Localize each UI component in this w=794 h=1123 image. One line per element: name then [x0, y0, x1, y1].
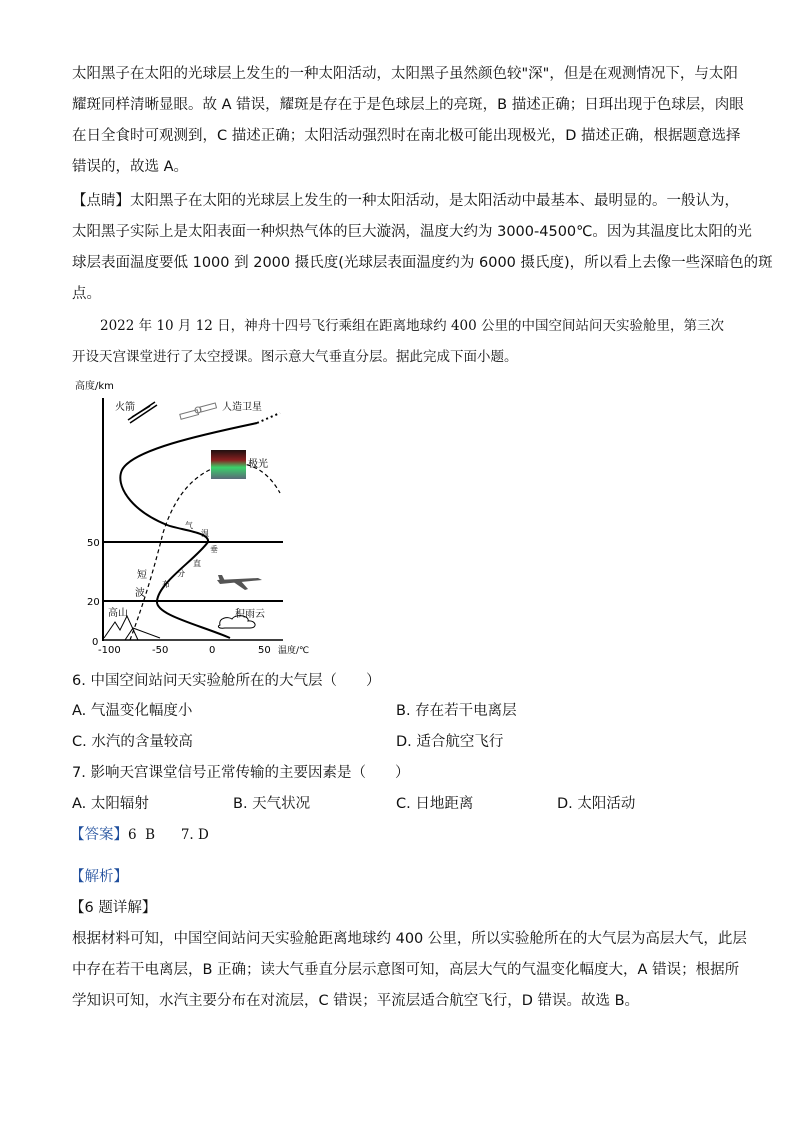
- analysis-tag: 【解析】: [70, 869, 128, 885]
- y-axis-label: 高度/km: [75, 381, 114, 392]
- temp-curve-label: 温: [201, 529, 209, 538]
- aurora-label: 极光: [248, 459, 268, 470]
- answer-tag: 【答案】: [70, 827, 128, 843]
- dianjing-line: 点。: [72, 286, 101, 302]
- detail-line: 中存在若干电离层，B 正确；读大气垂直分层示意图可知，高层大气的气温变化幅度大，A 错误；根据所: [72, 962, 740, 978]
- airplane-icon: [217, 575, 262, 590]
- material-line: 开设天宫课堂进行了太空授课。图示意大气垂直分层。据此完成下面小题。: [72, 349, 518, 365]
- q7-option-c: C. 日地距离: [396, 796, 474, 812]
- explanation-line: 太阳黑子在太阳的光球层上发生的一种太阳活动，太阳黑子虽然颜色较"深"，但是在观测情况下，与太阳: [72, 66, 738, 82]
- temp-curve-label: 垂: [210, 545, 218, 554]
- atmosphere-layer-diagram: [60, 370, 310, 660]
- material-line: 2022 年 10 月 12 日，神舟十四号飞行乘组在距离地球约 400 公里的中国空间站问天实验舱里，第三次: [100, 318, 725, 334]
- x-tick: -50: [152, 645, 169, 656]
- y-tick: 50: [87, 538, 100, 549]
- x-tick: 0: [209, 645, 216, 656]
- explanation-line: 错误的，故选 A。: [72, 159, 189, 175]
- q7-option-d: D. 太阳活动: [557, 796, 636, 812]
- detail-line: 学知识可知，水汽主要分布在对流层，C 错误；平流层适合航空飞行，D 错误。故选 B。: [72, 993, 640, 1009]
- x-tick: -100: [98, 645, 121, 656]
- dianjing-line: 太阳黑子实际上是太阳表面一种炽热气体的巨大漩涡，温度大约为 3000-4500℃。因为其温度比太阳的光: [72, 224, 752, 240]
- q7-option-a: A. 太阳辐射: [72, 796, 149, 812]
- q6-option-c: C. 水汽的含量较高: [72, 734, 193, 750]
- y-tick: 20: [87, 597, 100, 608]
- temp-curve-label: 分: [177, 569, 185, 578]
- x-axis-label: 温度/℃: [278, 646, 310, 656]
- explanation-line: 耀斑同样清晰显眼。故 A 错误，耀斑是存在于是色球层上的亮斑，B 描述正确；日珥出现于色球层，肉眼: [72, 97, 744, 113]
- mountain-label: 高山: [108, 608, 128, 619]
- explanation-line: 在日全食时可观测到，C 描述正确；太阳活动强烈时在南北极可能出现极光，D 描述正确，根据题意选择: [72, 128, 741, 144]
- answer-line: [70, 825, 209, 845]
- y-tick: 0: [92, 637, 99, 648]
- temp-curve-label: 布: [162, 580, 170, 589]
- temp-curve-label: 气: [185, 521, 193, 530]
- question-7-stem: 7. 影响天宫课堂信号正常传输的主要因素是（ ）: [72, 765, 410, 781]
- shortwave-label: 波: [135, 588, 145, 599]
- q6-option-d: D. 适合航空飞行: [396, 734, 504, 750]
- q6-option-a: A. 气温变化幅度小: [72, 703, 193, 719]
- question-6-stem: 6. 中国空间站问天实验舱所在的大气层（ ）: [72, 673, 381, 689]
- x-tick: 50: [258, 645, 271, 656]
- temperature-curve-dotted: [257, 413, 280, 423]
- rocket-label: 火箭: [115, 402, 135, 413]
- dianjing-line: 球层表面温度要低 1000 到 2000 摄氏度(光球层表面温度约为 6000 摄氏度)，所以看上去像一些深暗色的斑: [72, 255, 773, 271]
- aurora-image: [211, 450, 246, 479]
- answer-text: 6 B 7. D: [128, 827, 209, 843]
- shortwave-label: 短: [137, 570, 147, 581]
- q6-option-b: B. 存在若干电离层: [396, 703, 517, 719]
- q7-option-b: B. 天气状况: [233, 796, 311, 812]
- temp-curve-label: 直: [193, 559, 201, 568]
- satellite-icon: [180, 403, 217, 419]
- detail-subheading: 【6 题详解】: [70, 900, 157, 916]
- mountain-icon: [104, 616, 160, 640]
- detail-line: 根据材料可知，中国空间站问天实验舱距离地球约 400 公里，所以实验舱所在的大气层为高层大气，此层: [72, 931, 747, 947]
- dianjing-line: 【点睛】太阳黑子在太阳的光球层上发生的一种太阳活动，是太阳活动中最基本、最明显的。一般认为，: [72, 193, 739, 209]
- satellite-label: 人造卫星: [222, 402, 262, 413]
- cloud-label: 积雨云: [235, 609, 265, 620]
